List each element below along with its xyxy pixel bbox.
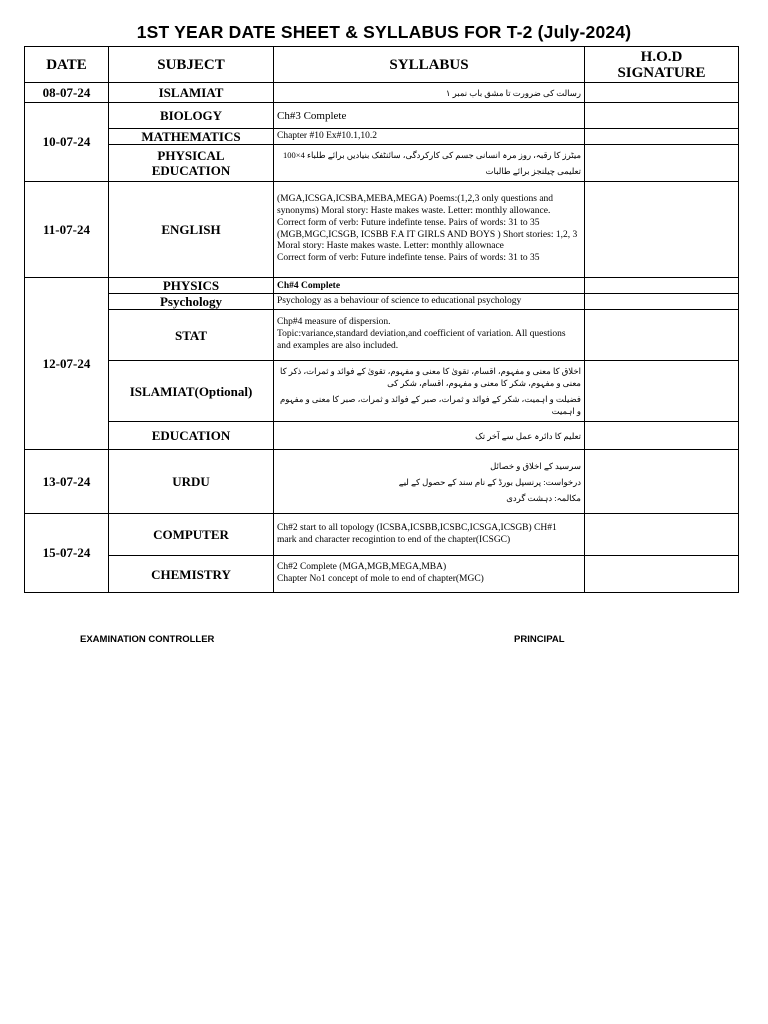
subject-cell: Psychology: [109, 294, 274, 310]
principal-label: PRINCIPAL: [514, 634, 565, 645]
subject-line: PHYSICAL: [157, 148, 225, 163]
syllabus-line: تعلیمی چیلنجز برائے طالبات: [485, 166, 581, 176]
date-cell: 08-07-24: [25, 83, 109, 103]
table-row: [25, 514, 739, 556]
header-hod-signature: [585, 47, 739, 83]
subject-cell: PHYSICS: [109, 278, 274, 294]
signature-cell: [585, 556, 739, 593]
syllabus-cell: Ch#4 Complete: [274, 278, 585, 294]
header-syllabus: SYLLABUS: [274, 47, 585, 83]
signature-cell: [585, 83, 739, 103]
syllabus-line: Chapter No1 concept of mole to end of chapter(MGC): [277, 574, 484, 584]
date-sheet-table: [24, 46, 739, 593]
header-hod-line1: H.O.D: [640, 48, 683, 65]
syllabus-line: Topic:variance,standard deviation,and coefficient of variation. All questions and examples are also included.: [277, 329, 566, 351]
subject-cell: ISLAMIAT(Optional): [109, 361, 274, 422]
signature-cell: [585, 129, 739, 145]
subject-cell: MATHEMATICS: [109, 129, 274, 145]
signature-cell: [585, 103, 739, 129]
syllabus-cell: [274, 145, 585, 182]
page-title: 1ST YEAR DATE SHEET & SYLLABUS FOR T-2 (July-2024): [136, 22, 632, 42]
examination-controller-label: EXAMINATION CONTROLLER: [80, 634, 215, 645]
syllabus-line: Ch#2 start to all topology (ICSBA,ICSBB,ICSBC,ICSGA,ICSGB) CH#1: [277, 522, 557, 533]
table-row: [25, 422, 739, 450]
signature-cell: [585, 450, 739, 514]
syllabus-cell: Chapter #10 Ex#10.1,10.2: [274, 129, 585, 145]
table-row: [25, 310, 739, 361]
signature-cell: [585, 182, 739, 278]
syllabus-line: میٹرز کا رقبہ، روز مرہ انسانی جسم کی کارکردگی، سائنٹفک بنیادیں برائے طلباء 4×100: [283, 150, 581, 160]
syllabus-line: فضیلت و اہمیت، شکر کے فوائد و ثمرات، صبر کے فوائد و ثمرات، صبر کا معنی و مفہوم و اہمیت: [280, 394, 581, 416]
table-row: [25, 556, 739, 593]
syllabus-line: Correct form of verb: Future indefinte tense. Pairs of words: 31 to 35: [277, 253, 540, 264]
syllabus-cell: [274, 361, 585, 422]
syllabus-cell: تعلیم کا دائرہ عمل سے آخر تک: [274, 422, 585, 450]
header-subject: SUBJECT: [109, 47, 274, 83]
subject-cell: ENGLISH: [109, 182, 274, 278]
signature-cell: [585, 278, 739, 294]
table-row: [25, 294, 739, 310]
subject-cell: STAT: [109, 310, 274, 361]
syllabus-cell: رسالت کی ضرورت تا مشق باب نمبر ۱: [274, 83, 585, 103]
header-hod-line2: SIGNATURE: [617, 64, 706, 81]
header-date: DATE: [25, 47, 109, 83]
syllabus-cell: [274, 450, 585, 514]
date-cell: 13-07-24: [25, 450, 109, 514]
syllabus-cell: Ch#3 Complete: [274, 103, 585, 129]
table-row: [25, 450, 739, 514]
table-row: [25, 129, 739, 145]
syllabus-line: مکالمہ: دہشت گردی: [506, 492, 581, 503]
date-cell: 15-07-24: [25, 514, 109, 593]
signature-cell: [585, 361, 739, 422]
date-cell: 10-07-24: [25, 103, 109, 182]
table-row: [25, 278, 739, 294]
syllabus-cell: [274, 514, 585, 556]
subject-cell: BIOLOGY: [109, 103, 274, 129]
syllabus-line: Ch#2 Complete (MGA,MGB,MEGA,MBA): [277, 562, 447, 573]
syllabus-cell: Psychology as a behaviour of science to educational psychology: [274, 294, 585, 310]
subject-cell: ISLAMIAT: [109, 83, 274, 103]
syllabus-cell: [274, 310, 585, 361]
table-row: [25, 182, 739, 278]
syllabus-line: سرسید کے اخلاق و خصائل: [490, 460, 581, 471]
subject-cell: URDU: [109, 450, 274, 514]
date-cell: 12-07-24: [25, 278, 109, 450]
signature-cell: [585, 145, 739, 182]
syllabus-cell: [274, 182, 585, 278]
table-row: [25, 361, 739, 422]
table-header-row: [25, 47, 739, 83]
syllabus-cell: [274, 556, 585, 593]
syllabus-line: (MGB,MGC,ICSGB, ICSBB F.A IT GIRLS AND BOYS ) Short stories: 1,2, 3: [277, 229, 578, 240]
syllabus-line: اخلاق کا معنی و مفہوم، اقسام، تقویٰ کا معنی و مفہوم، تقویٰ کے فوائد و ثمرات، ذکر کا معنی و مفہوم، شکر کا معنی و مفہوم، اقسام، شکر کی: [280, 366, 581, 388]
table-row: [25, 103, 739, 129]
signature-cell: [585, 514, 739, 556]
syllabus-line: Chp#4 measure of dispersion.: [277, 317, 391, 328]
signature-cell: [585, 422, 739, 450]
subject-cell: CHEMISTRY: [109, 556, 274, 593]
subject-cell: EDUCATION: [109, 422, 274, 450]
signature-cell: [585, 294, 739, 310]
syllabus-line: درخواست: پرنسپل بورڈ کے نام سند کے حصول کے لیے: [398, 476, 581, 487]
syllabus-line: (MGA,ICSGA,ICSBA,MEBA,MEGA) Poems:(1,2,3 only questions and synonyms) Moral story: Haste makes waste. Letter: monthly allowance. Correct form of verb: Future indefinte tense. Pairs of words: 31 to 35: [277, 194, 554, 228]
table-row: [25, 83, 739, 103]
subject-cell: COMPUTER: [109, 514, 274, 556]
date-cell: 11-07-24: [25, 182, 109, 278]
table-row: [25, 145, 739, 182]
subject-line: EDUCATION: [151, 163, 231, 178]
subject-cell: [109, 145, 274, 182]
syllabus-line: mark and character recogintion to end of the chapter(ICSGC): [277, 534, 511, 545]
signature-cell: [585, 310, 739, 361]
syllabus-line: Moral story: Haste makes waste. Letter: monthly allownace: [277, 241, 504, 252]
